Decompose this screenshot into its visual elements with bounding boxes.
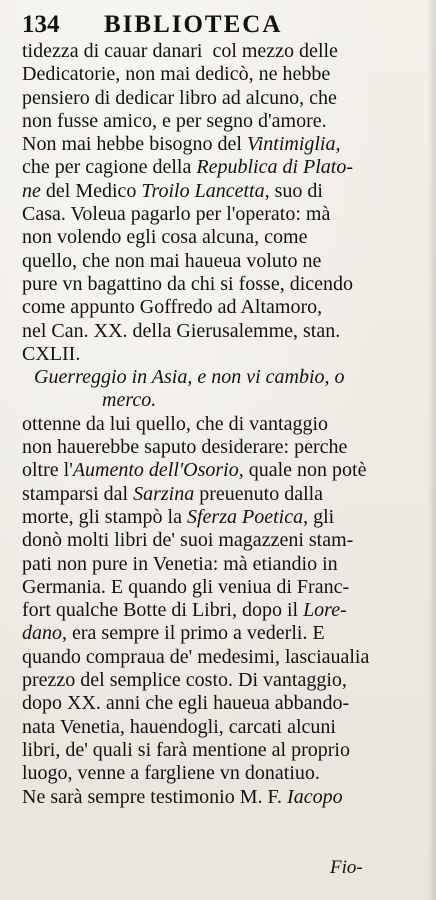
text-span: nel Can. XX. della Gierusalemme, stan. — [22, 319, 341, 342]
text-line — [22, 343, 402, 366]
page-edge-shadow — [428, 0, 436, 900]
text-span: prezzo del semplice costo. Di vantaggio, — [22, 669, 347, 692]
text-span: , — [335, 133, 341, 156]
text-line — [22, 483, 402, 506]
page-number: 134 — [22, 11, 60, 38]
text-line — [22, 669, 402, 692]
text-span: quello, che non mai haueua voluto ne — [22, 249, 322, 272]
text-line — [22, 226, 402, 249]
text-span: donò molti libri de' suoi magazzeni stam- — [22, 529, 354, 552]
italic-text-span: Guerreggio in Asia, e non vi cambio, o — [34, 366, 345, 389]
text-span: pure vn bagattino da chi si fosse, dicendo — [22, 272, 354, 295]
text-line — [22, 739, 402, 762]
text-span: Casa. Voleua pagarlo per l'operato: mà — [22, 203, 331, 226]
text-span: morte, gli stampò la — [22, 505, 187, 528]
text-line — [22, 156, 402, 179]
text-line — [22, 553, 402, 576]
text-span: tidezza di cauar danari col mezzo delle — [22, 40, 338, 62]
text-line — [22, 40, 402, 63]
text-span: , quale non potè — [238, 459, 367, 482]
text-line — [22, 459, 402, 482]
text-line — [22, 622, 402, 645]
text-span: del Medico — [40, 179, 142, 202]
italic-text-span: ne — [22, 179, 41, 202]
text-span: Ne sarà sempre testimonio M. F. — [22, 785, 288, 808]
text-line — [22, 762, 402, 785]
text-line — [22, 110, 402, 133]
text-line — [22, 320, 402, 343]
text-span: luogo, venne a fargliene vn donatiuo. — [22, 762, 320, 785]
text-line — [22, 180, 402, 203]
text-line — [22, 692, 402, 715]
text-span: non fusse amico, e per segno d'amore. — [22, 109, 327, 132]
italic-text-span: dano — [22, 622, 62, 645]
text-line — [22, 413, 402, 436]
text-line — [22, 529, 402, 552]
text-span: che per cagione della — [22, 156, 197, 179]
italic-text-span: Sarzina — [133, 482, 195, 505]
italic-text-span: merco. — [102, 389, 157, 412]
text-line — [22, 366, 402, 389]
text-span: non volendo egli cosa alcuna, come — [22, 226, 308, 249]
text-span: CXLII. — [22, 342, 81, 365]
text-line — [22, 599, 402, 622]
text-line — [22, 250, 402, 273]
italic-text-span: Vintimiglia — [246, 133, 336, 156]
text-line — [22, 273, 402, 296]
italic-text-span: Troilo Lancetta — [141, 179, 265, 202]
text-line — [22, 296, 402, 319]
italic-text-span: Sferza Poetica — [186, 505, 304, 528]
text-line — [22, 389, 402, 412]
italic-text-span: Aumento dell'Osorio — [72, 459, 239, 482]
text-span: Non mai hebbe bisogno del — [22, 133, 247, 156]
text-line — [22, 506, 402, 529]
text-span: pensiero di dedicar libro ad alcuno, che — [22, 86, 337, 109]
text-span: Germania. E quando gli veniua di Franc- — [22, 575, 350, 598]
text-span: oltre l' — [22, 459, 73, 482]
text-span: non hauerebbe saputo desiderare: perche — [22, 436, 348, 459]
page-header — [22, 8, 422, 42]
text-line — [22, 576, 402, 599]
text-line — [22, 786, 402, 809]
text-span: pati non pure in Venetia: mà etiandio in — [22, 552, 338, 575]
text-line — [22, 716, 402, 739]
text-span: ottenne da lui quello, che di vantaggio — [22, 412, 329, 435]
text-line — [22, 87, 402, 110]
text-span: quando compraua de' medesimi, lasciaualia — [22, 645, 370, 668]
text-span: , suo di — [264, 179, 323, 202]
italic-text-span: Iacopo — [287, 785, 343, 808]
italic-text-span: Lore- — [303, 599, 347, 622]
text-line — [22, 133, 402, 156]
italic-text-span: Republica di Plato- — [196, 156, 353, 179]
text-span: fort qualche Botte di Libri, dopo il — [22, 599, 304, 622]
text-line — [22, 63, 402, 86]
text-span: Dedicatorie, non mai dedicò, ne hebbe — [22, 63, 331, 86]
body-text — [22, 40, 402, 809]
running-title: BIBLIOTECA — [104, 11, 283, 38]
text-span: , gli — [303, 505, 335, 528]
text-span: , era sempre il primo a vederli. E — [62, 622, 325, 645]
text-span: dopo XX. anni che egli haueua abbando- — [22, 692, 350, 715]
catchword: Fio- — [330, 857, 363, 878]
text-span: libri, de' quali si farà mentione al proprio — [22, 738, 350, 761]
text-line — [22, 436, 402, 459]
text-span: preuenuto dalla — [194, 482, 324, 505]
text-span: stamparsi dal — [22, 482, 134, 505]
text-span: nata Venetia, hauendogli, carcati alcuni — [22, 715, 336, 738]
text-line — [22, 203, 402, 226]
text-span: come appunto Goffredo ad Altamoro, — [22, 296, 323, 319]
text-line — [22, 646, 402, 669]
